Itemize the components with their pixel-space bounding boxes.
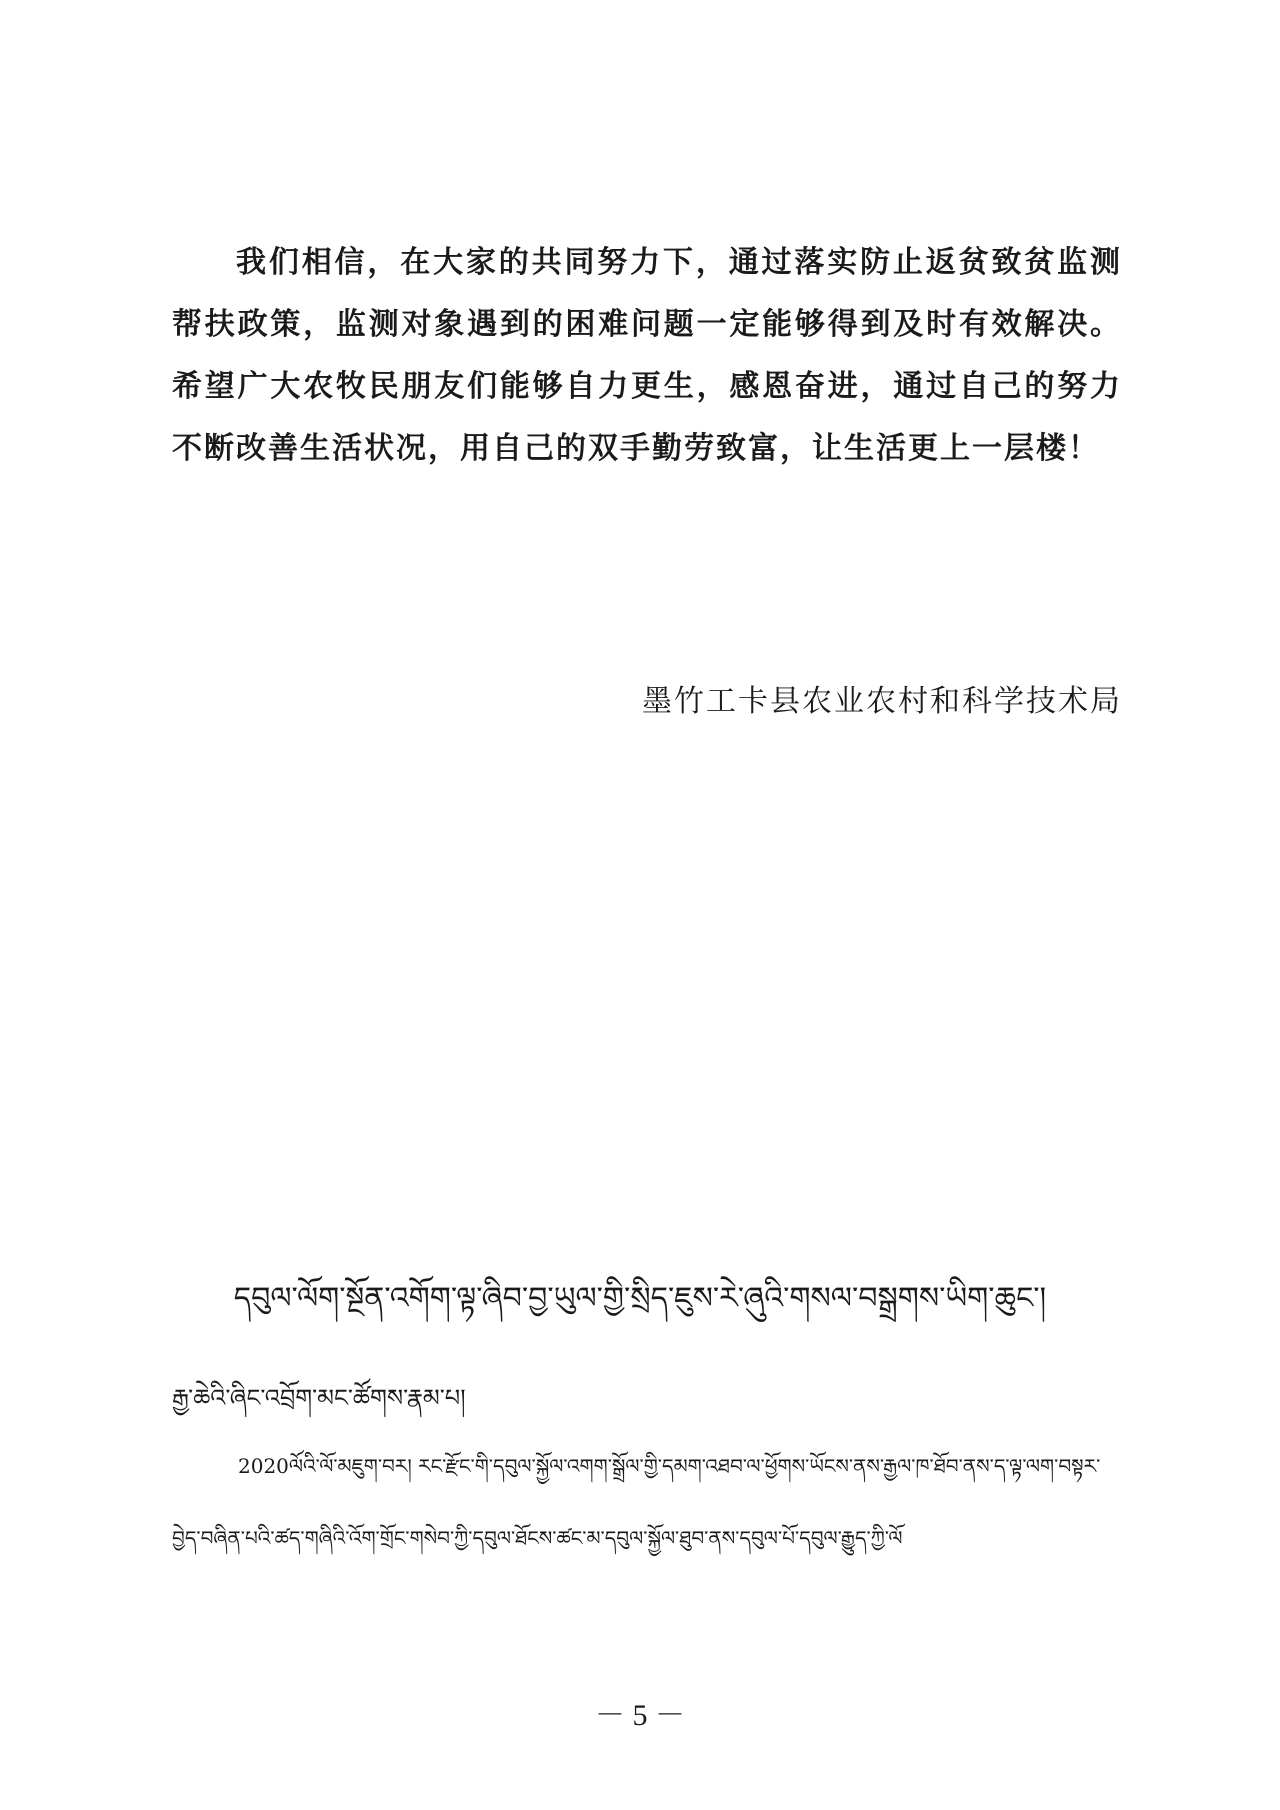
issuer-signature: 墨竹工卡县农业农村和科学技术局 [642, 684, 1122, 719]
tibetan-title: དབུལ་ལོག་སྔོན་འགོག་ལྟ་ཞིབ་བྱ་ཡུལ་གྱི་སྲིད་ཇུས་རེ་ཞུའི་གསལ་བསྒྲགས་ཡིག་ཆུང་། [233, 1281, 1047, 1316]
tibetan-salutation: རྒྱ་ཆེའི་ཞིང་འབྲོག་མང་ཚོགས་རྣམ་པ། [172, 1384, 466, 1412]
chinese-body-paragraph: 我们相信，在大家的共同努力下，通过落实防止返贫致贫监测帮扶政策，监测对象遇到的困难问题一定能够得到及时有效解决。希望广大农牧民朋友们能够自力更生，感恩奋进，通过自己的努力不断改善生活状况，用自己的双手勤劳致富，让生活更上一层楼！ [172, 245, 1122, 466]
page-number: － 5 － [595, 1699, 685, 1732]
tibetan-body-paragraph: 2020ལོའི་ལོ་མཇུག་བར། རང་རྫོང་གི་དབུལ་སྐྱོལ་འགག་སྒྲོལ་གྱི་དམག་འཐབ་ལ་ཕྱོགས་ཡོངས་ནས་རྒྱལ་ཁ་ཐོབ་ནས་ད་ལྟ་ལག་བསྟར་བྱེད་བཞིན་པའི་ཚད་གཞིའི་འོག་གྲོང་གསེབ་ཀྱི་དབུལ་ཐོངས་ཚང་མ་དབུལ་སྐྱོལ་ཐུབ་ནས་དབུལ་པོ་དབུལ་རྒྱུད་ཀྱི་ལོ [172, 1454, 1101, 1550]
